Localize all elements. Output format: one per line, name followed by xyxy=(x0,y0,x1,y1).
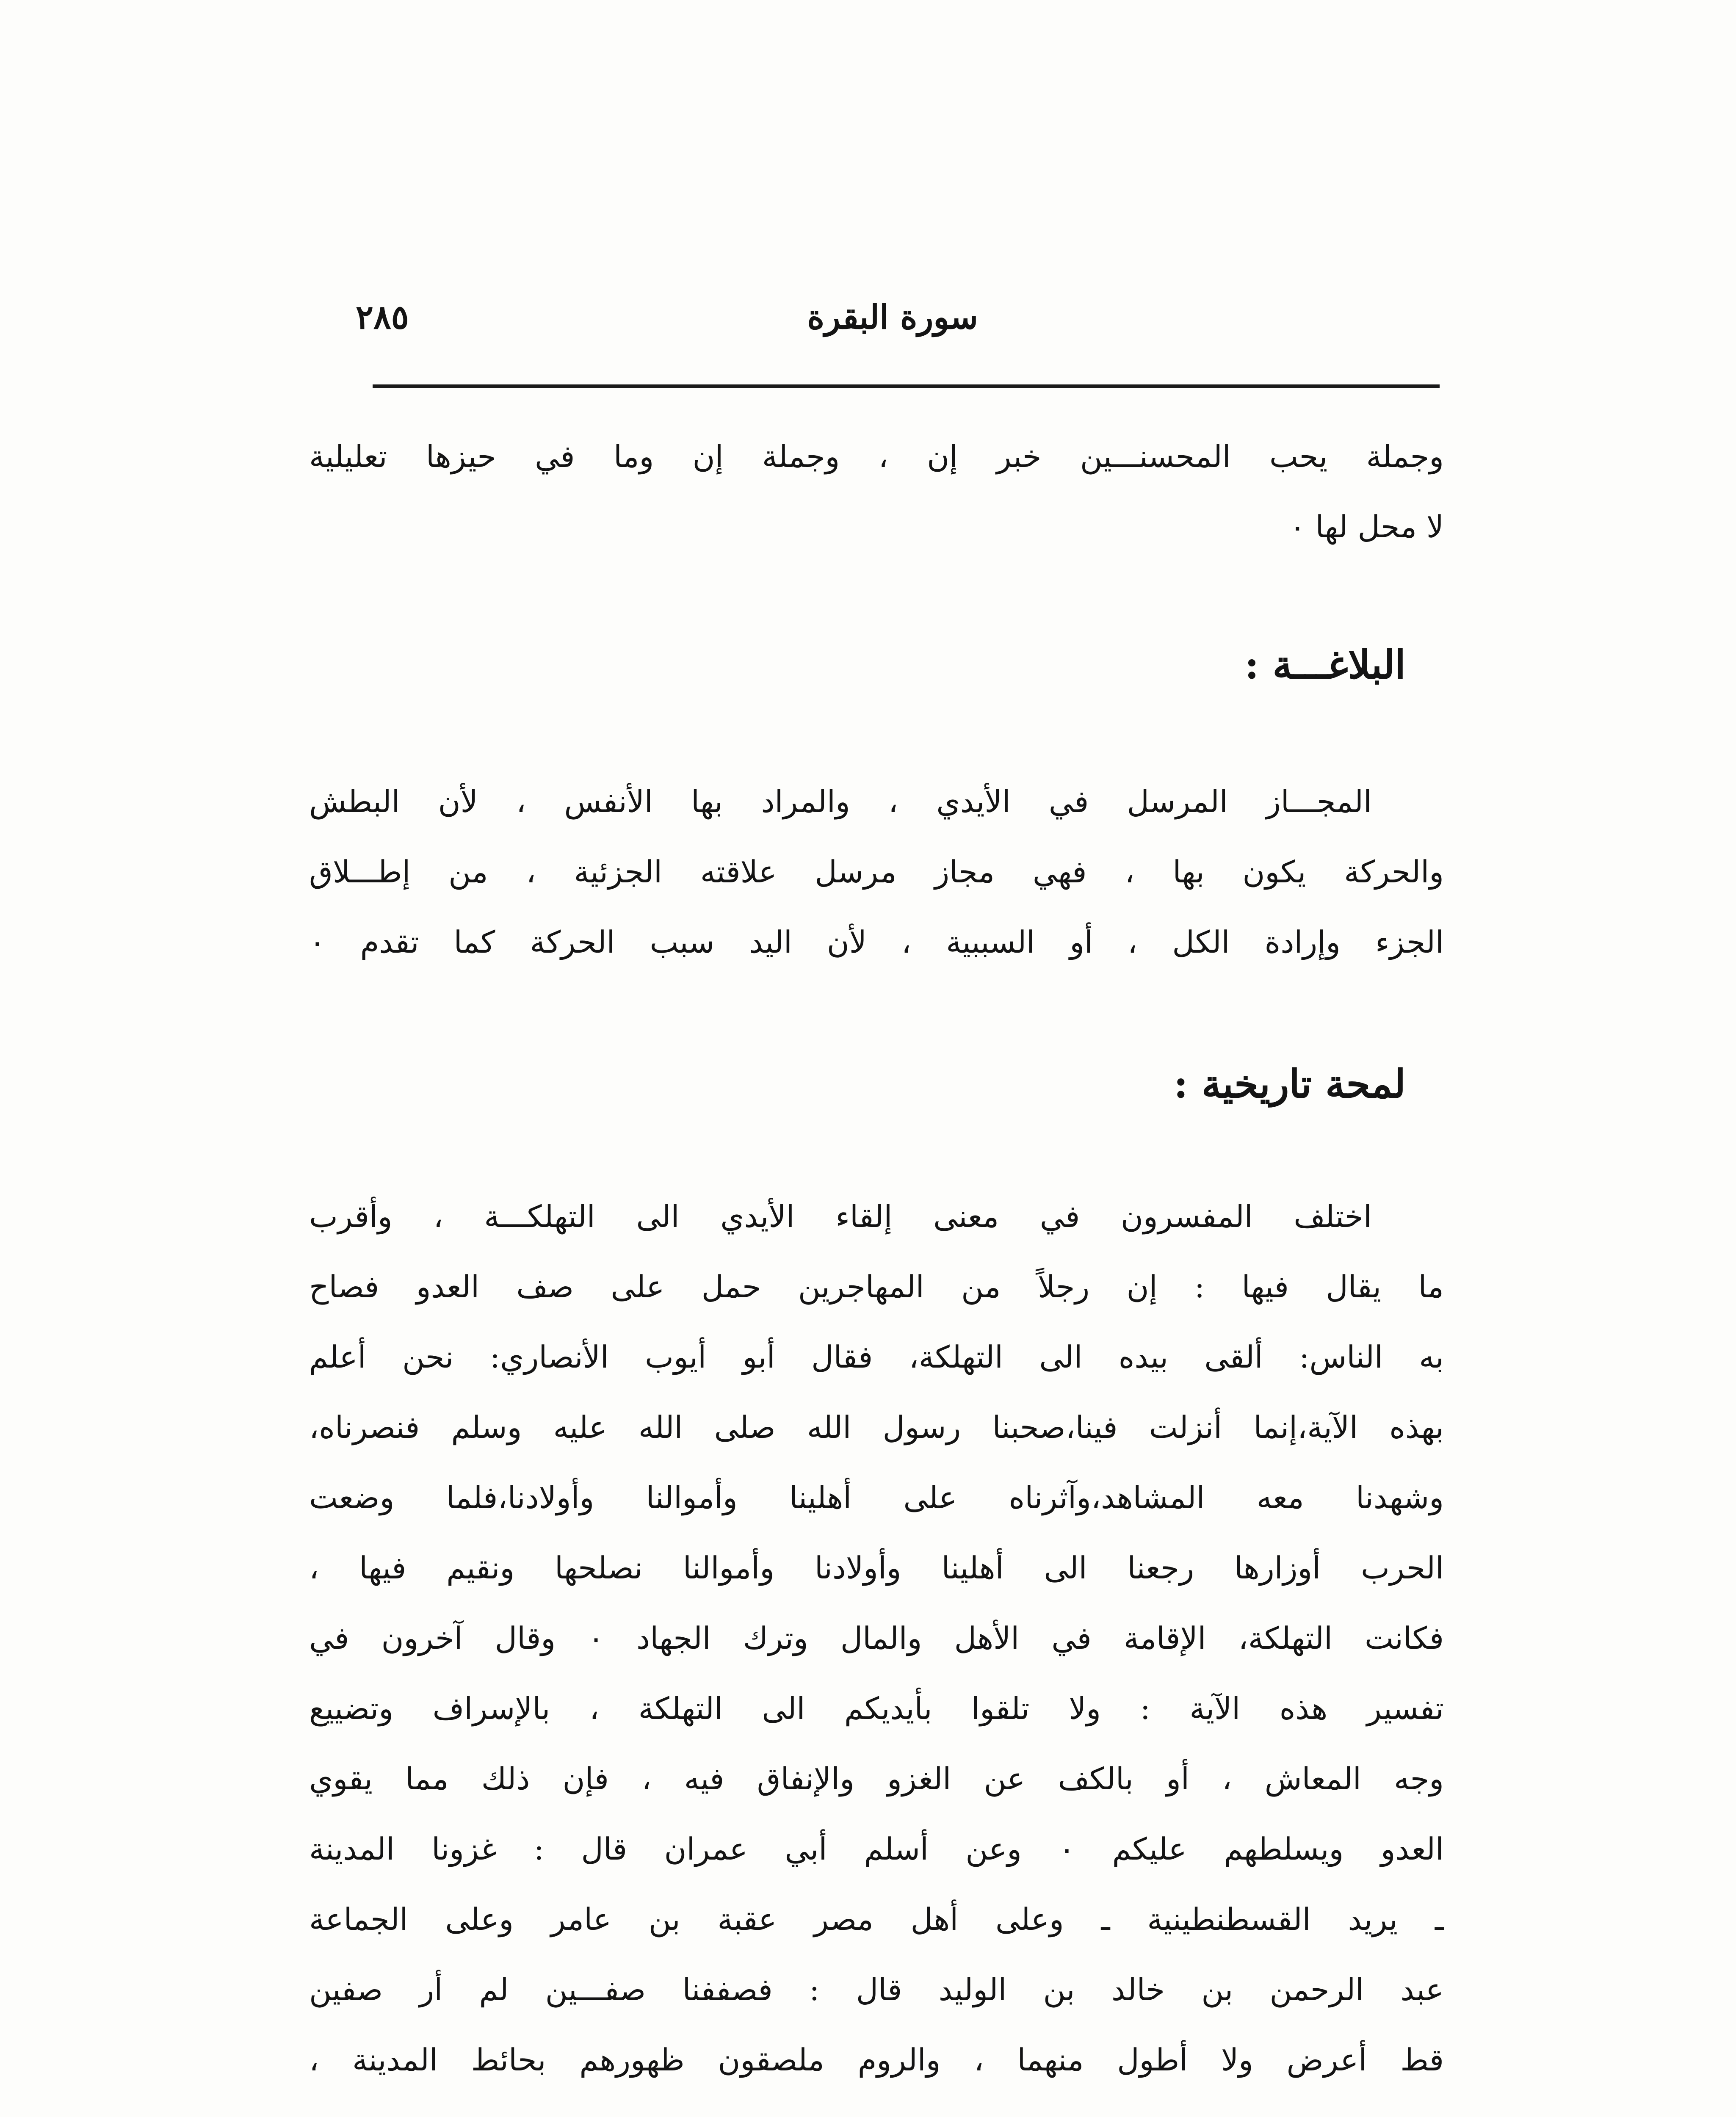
text-line: الجزء وإرادة الكل ، أو السببية ، لأن اليد سبب الحركة كما تقدم ٠ xyxy=(309,924,1444,960)
running-header xyxy=(309,292,1444,351)
text-line: عبد الرحمن بن خالد بن الوليد قال : فصففنا صفـــين لم أر صفين xyxy=(309,1972,1444,2007)
text-line: الحرب أوزارها رجعنا الى أهلينا وأولادنا وأموالنا نصلحها ونقيم فيها ، xyxy=(309,1550,1444,1586)
intro-paragraph xyxy=(309,421,1444,562)
text-line: تفسير هذه الآية : ولا تلقوا بأيديكم الى التهلكة ، بالإسراف وتضييع xyxy=(309,1691,1444,1726)
balagha-heading: البلاغـــة : xyxy=(1244,642,1406,688)
text-line: ما يقال فيها : إن رجلاً من المهاجرين حمل على صف العدو فصاح xyxy=(309,1269,1444,1304)
text-line: وشهدنا معه المشاهد،وآثرناه على أهلينا وأموالنا وأولادنا،فلما وضعت xyxy=(309,1480,1444,1515)
text-line: ـ يريد القسطنطينية ـ وعلى أهل مصر عقبة بن عامر وعلى الجماعة xyxy=(309,1901,1444,1937)
surah-title: سورة البقرة xyxy=(807,298,978,337)
text-line: العدو ويسلطهم عليكم ٠ وعن أسلم أبي عمران قال : غزونا المدينة xyxy=(309,1831,1444,1867)
header-rule xyxy=(373,384,1440,388)
text-line: وجه المعاش ، أو بالكف عن الغزو والإنفاق فيه ، فإن ذلك مما يقوي xyxy=(309,1761,1444,1796)
history-heading: لمحة تاريخية : xyxy=(1173,1061,1406,1107)
text-line: قط أعرض ولا أطول منهما ، والروم ملصقون ظهورهم بحائط المدينة ، xyxy=(309,2042,1444,2078)
history-paragraph xyxy=(309,1181,1444,2095)
text-line: والحركة يكون بها ، فهي مجاز مرسل علاقته الجزئية ، من إطـــلاق xyxy=(309,854,1444,890)
text-line: فكانت التهلكة، الإقامة في الأهل والمال وترك الجهاد ٠ وقال آخرون في xyxy=(309,1620,1444,1656)
text-line: لا محل لها ٠ xyxy=(1289,509,1444,544)
text-line: المجـــاز المرسل في الأيدي ، والمراد بها الأنفس ، لأن البطش xyxy=(309,784,1372,819)
balagha-paragraph xyxy=(309,766,1444,977)
page-number: ٢٨٥ xyxy=(356,298,409,337)
text-line: وجملة يحب المحسنـــين خبر إن ، وجملة إن وما في حيزها تعليلية xyxy=(309,439,1444,474)
text-line: بهذه الآية،إنما أنزلت فينا،صحبنا رسول الله صلى الله عليه وسلم فنصرناه، xyxy=(309,1409,1444,1445)
text-line: اختلف المفسرون في معنى إلقاء الأيدي الى التهلكـــة ، وأقرب xyxy=(309,1199,1372,1234)
text-line: به الناس: ألقى بيده الى التهلكة، فقال أبو أيوب الأنصاري: نحن أعلم xyxy=(309,1339,1444,1375)
